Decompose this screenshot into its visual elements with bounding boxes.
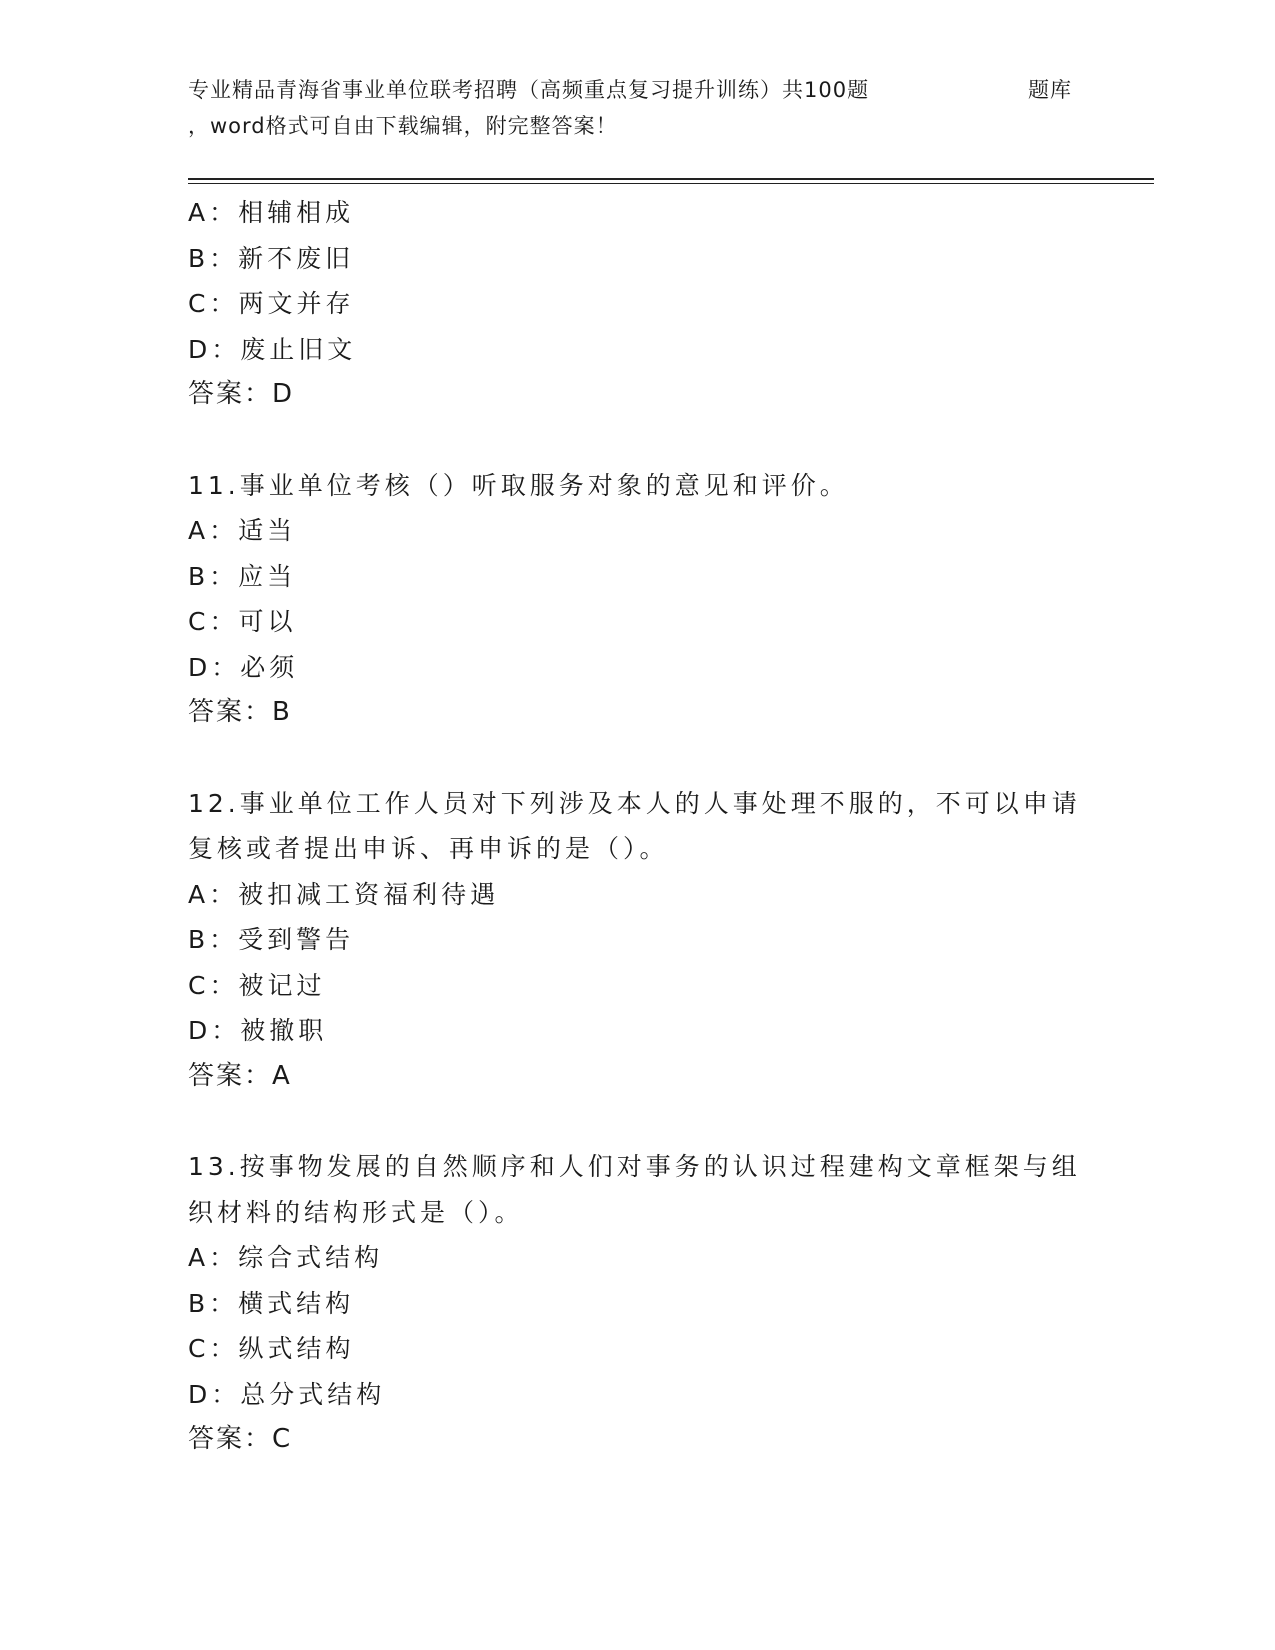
option-b: B：应当 [188,561,297,591]
header-tag: 题库 [1028,78,1072,102]
option-b: B：受到警告 [188,925,355,954]
question-10 [188,190,1088,418]
option-d: D：被撤职 [188,1016,328,1045]
question-stem-line2: 织材料的结构形式是（）。 [188,1197,524,1227]
header-title: 专业精品青海省事业单位联考招聘（高频重点复习提升训练）共100题 [188,78,870,102]
header-subtitle: ，word格式可自由下载编辑，附完整答案！ [188,114,618,138]
option-c: C：两文并存 [188,289,355,318]
answer: 答案：A [188,1060,292,1091]
question-stem-line1: 12.事业单位工作人员对下列涉及本人的人事处理不服的，不可以申请 [188,788,1081,818]
option-d: D：必须 [188,652,299,682]
option-b: B：横式结构 [188,1288,355,1318]
option-d: D：总分式结构 [188,1379,386,1409]
answer: 答案：B [188,697,292,727]
header-divider-thin [188,183,1154,184]
option-a: A：被扣减工资福利待遇 [188,879,500,909]
option-d: D：废止旧文 [188,334,357,364]
question-13 [188,1144,1088,1463]
question-stem-line1: 13.按事物发展的自然顺序和人们对事务的认识过程建构文章框架与组 [188,1152,1081,1181]
option-c: C：可以 [188,607,297,636]
option-c: C：被记过 [188,970,326,1000]
option-a: A：适当 [188,516,297,545]
answer: 答案：C [188,1424,293,1454]
option-a: A：相辅相成 [188,198,355,227]
question-stem-line2: 复核或者提出申诉、再申诉的是（）。 [188,834,669,863]
option-c: C：纵式结构 [188,1334,355,1363]
header-divider [188,178,1154,180]
answer: 答案：D [188,379,295,409]
question-list [188,190,1088,1463]
question-11 [188,463,1088,736]
option-b: B：新不废旧 [188,243,355,273]
question-stem: 11.事业单位考核（）听取服务对象的意见和评价。 [188,470,849,500]
question-12 [188,781,1088,1100]
option-a: A：综合式结构 [188,1243,384,1272]
